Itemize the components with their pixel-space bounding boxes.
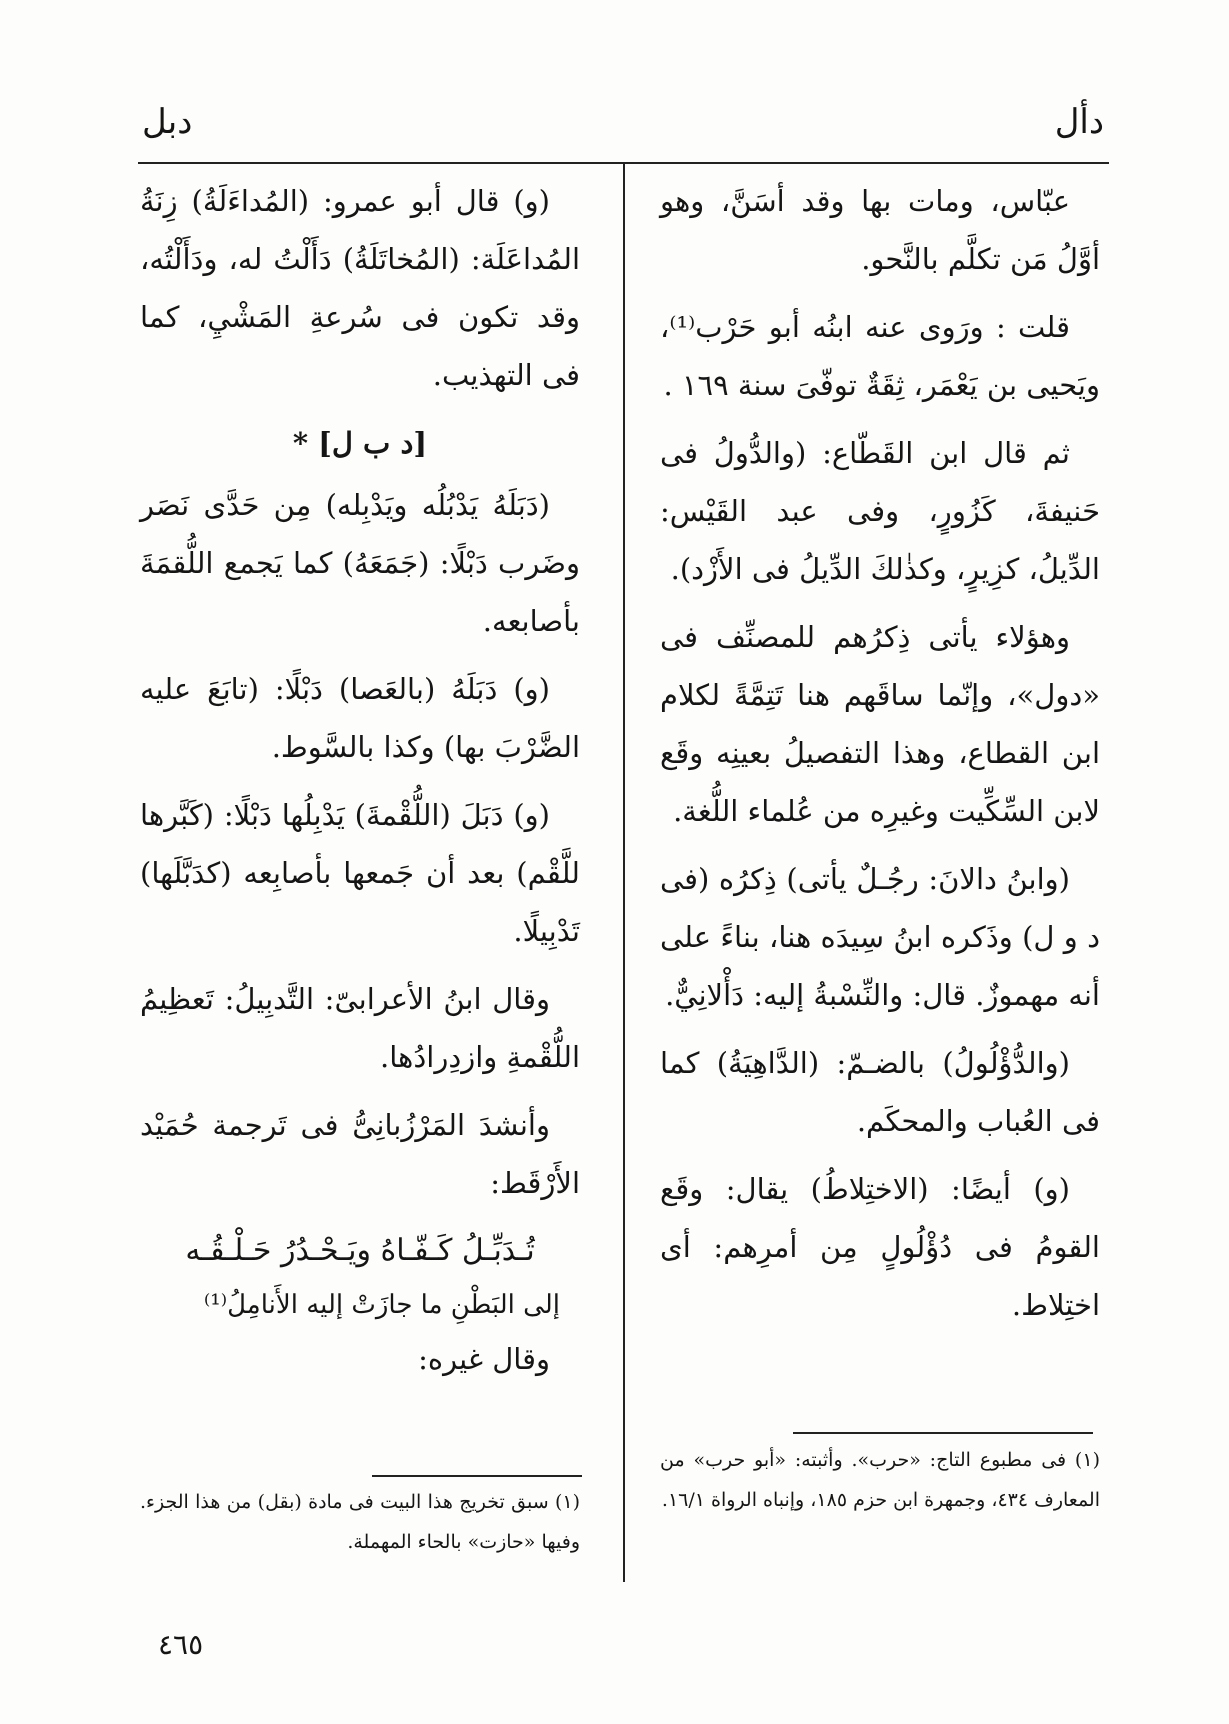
column-divider bbox=[623, 162, 625, 1582]
left-paragraph-3: (و) دَبَلَهُ (بالعَصا) دَبْلًا: (تابَعَ عليه الضَّرْبَ بها) وكذا بالسَّوط. bbox=[140, 672, 580, 764]
right-paragraph-3: ثم قال ابن القَطّاع: (والدُّولُ فى حَنيفةَ، كَزُورٍ، وفى عبد القَيْس: الدِّيلُ، كزِيرٍ، وكذٰلكَ الدِّيلُ فى الأَزْد). bbox=[660, 436, 1100, 586]
footnote-rule-left bbox=[372, 1475, 582, 1477]
left-closing: وقال غيره: bbox=[418, 1342, 550, 1376]
footnote-rule-right bbox=[793, 1432, 1093, 1434]
verse-line-2: إلى البَطْنِ ما جازَتْ إليه الأَنامِلُ⁽¹⁾ bbox=[203, 1290, 560, 1320]
right-paragraph-5: (وابنُ دالانَ: رجُـلٌ يأتى) ذِكرُه (فى د و ل) وذَكره ابنُ سِيدَه هنا، بناءً على أنه مهموزٌ. قال: والنِّسْبةُ إليه: دَأْلانِيٌّ. bbox=[660, 862, 1100, 1012]
footnote-left: (١) سبق تخريج هذا البيت فى مادة (بقل) من هذا الجزء. وفيها «حازت» بالحاء المهملة. bbox=[140, 1491, 580, 1553]
entry-heading: [د ب ل] * bbox=[292, 426, 428, 460]
left-paragraph-1: (و) قال أبو عمرو: (المُداءَلَةُ) زِنَةُ المُداعَلَة: (المُخاتَلَةُ) دَأَلْتُ له، ودَأَلْتُه، وقد تكون فى سُرعةِ المَشْيِ، كما فى التهذيب. bbox=[140, 184, 580, 392]
right-paragraph-4: وهؤلاء يأتى ذِكرُهم للمصنِّف فى «دول»، وإنّما ساقَهم هنا تَتِمَّةً لكلام ابن القطاع، وهذا التفصيلُ بعينِه وقَع لابن السِّكِّيت وغيرِه من عُلماء اللُّغة. bbox=[660, 620, 1100, 828]
left-paragraph-4: (و) دَبَلَ (اللُّقْمةَ) يَدْبِلُها دَبْلًا: (كَبَّرها للَّقْم) بعد أن جَمعها بأصابِعه (كدَبَّلَها) تَدْبِيلًا. bbox=[140, 798, 580, 948]
right-paragraph-6: (والدُّؤْلُولُ) بالضـمّ: (الدَّاهِيَةُ) كما فى العُباب والمحكَم. bbox=[660, 1046, 1100, 1138]
left-paragraph-5: وقال ابنُ الأعرابىّ: التَّدبِيلُ: تَعظِيمُ اللُّقْمةِ وازدِرادُها. bbox=[140, 982, 580, 1074]
footnote-right: (١) فى مطبوع التاج: «حرب». وأثبته: «أبو حرب» من المعارف ٤٣٤، وجمهرة ابن حزم ١٨٥، وإنباه الرواة ١٦/١. bbox=[660, 1449, 1100, 1511]
page-number: ٤٦٥ bbox=[158, 1628, 204, 1661]
left-paragraph-6: وأنشدَ المَرْزُبانِىُّ فى تَرجمة حُمَيْد الأَرْقَط: bbox=[140, 1108, 580, 1200]
left-paragraph-2: (دَبَلَهُ يَدْبُلُه ويَدْبِله) مِن حَدَّى نَصَر وضَرب دَبْلًا: (جَمَعَهُ) كما يَجمع اللُّقمَةَ بأصابعه. bbox=[140, 488, 580, 638]
verse-line-1: تُـدَبِّـلُ كَـفّـاهُ ويَـحْـدُرُ حَـلْـقُـه bbox=[185, 1233, 535, 1268]
right-paragraph-7: (و) أيضًا: (الاختِلاطُ) يقال: وقَع القومُ فى دُؤْلُولٍ مِن أمرِهم: أى اختِلاط. bbox=[660, 1172, 1100, 1322]
running-head-right: دأل bbox=[1054, 102, 1104, 142]
right-column bbox=[660, 172, 1100, 1344]
running-head-left: دبل bbox=[142, 102, 193, 142]
right-paragraph-2: قلت : ورَوى عنه ابنُه أبو حَرْب⁽¹⁾، ويَحيى بن يَعْمَر، ثِقَةٌ توفّىَ سنة ١٦٩ . bbox=[660, 310, 1100, 402]
left-column bbox=[140, 172, 580, 1398]
right-paragraph-1: عبّاس، ومات بها وقد أسَنَّ، وهو أوَّلُ مَن تكلَّم بالنَّحو. bbox=[660, 184, 1100, 276]
